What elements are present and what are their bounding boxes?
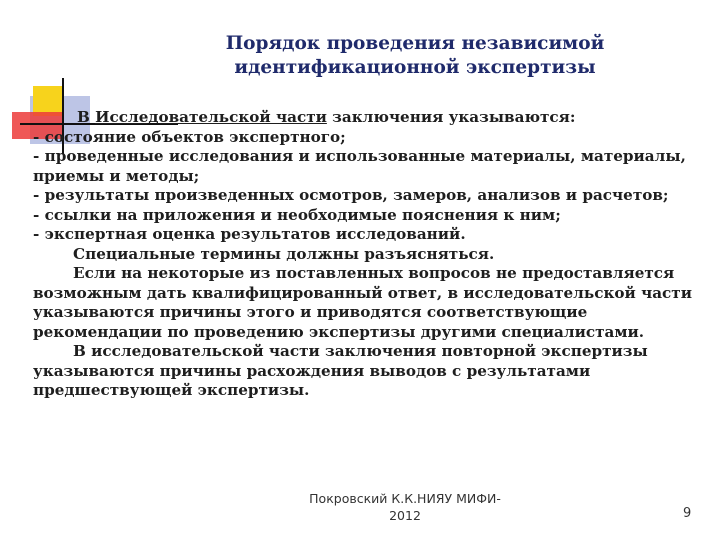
footer-line-2: 2012 bbox=[389, 508, 421, 523]
footer-line-1: Покровский К.К.НИЯУ МИФИ- bbox=[309, 491, 501, 506]
repeat-expertise-paragraph: В исследовательской части заключения повторной экспертизы указываются причины расхождения выводов с результатами предшествующей экспертизы. bbox=[33, 342, 648, 399]
lead-paragraph bbox=[33, 108, 707, 128]
lead-prefix: В bbox=[77, 108, 90, 126]
footer-author bbox=[300, 490, 510, 524]
list-item: - ссылки на приложения и необходимые пояснения к ним; bbox=[33, 205, 561, 224]
title-line-2: идентификационной экспертизы bbox=[234, 57, 596, 78]
slide-title bbox=[180, 32, 650, 80]
list-item: - состояние объектов экспертного; bbox=[33, 127, 346, 146]
list-item: - результаты произведенных осмотров, замеров, анализов и расчетов; bbox=[33, 186, 669, 204]
list-item: - экспертная оценка результатов исследований. bbox=[33, 225, 466, 243]
title-line-1: Порядок проведения независимой bbox=[225, 33, 605, 54]
slide-body bbox=[33, 108, 707, 401]
lead-suffix: заключения указываются: bbox=[326, 108, 576, 126]
page-number: 9 bbox=[683, 506, 692, 521]
unanswerable-paragraph: Если на некоторые из поставленных вопросов не предоставляется возможным дать квалифицированный ответ, в исследовательской части указываются причины этого и приводятся соответствующие рекомендации по проведению экспертизы другими специалистами. bbox=[33, 264, 692, 341]
terms-paragraph: Специальные термины должны разъясняться. bbox=[73, 244, 495, 263]
research-part-link[interactable]: Исследовательской части bbox=[95, 108, 327, 126]
list-item: - проведенные исследования и использованные материалы, материалы, приемы и методы; bbox=[33, 147, 686, 185]
